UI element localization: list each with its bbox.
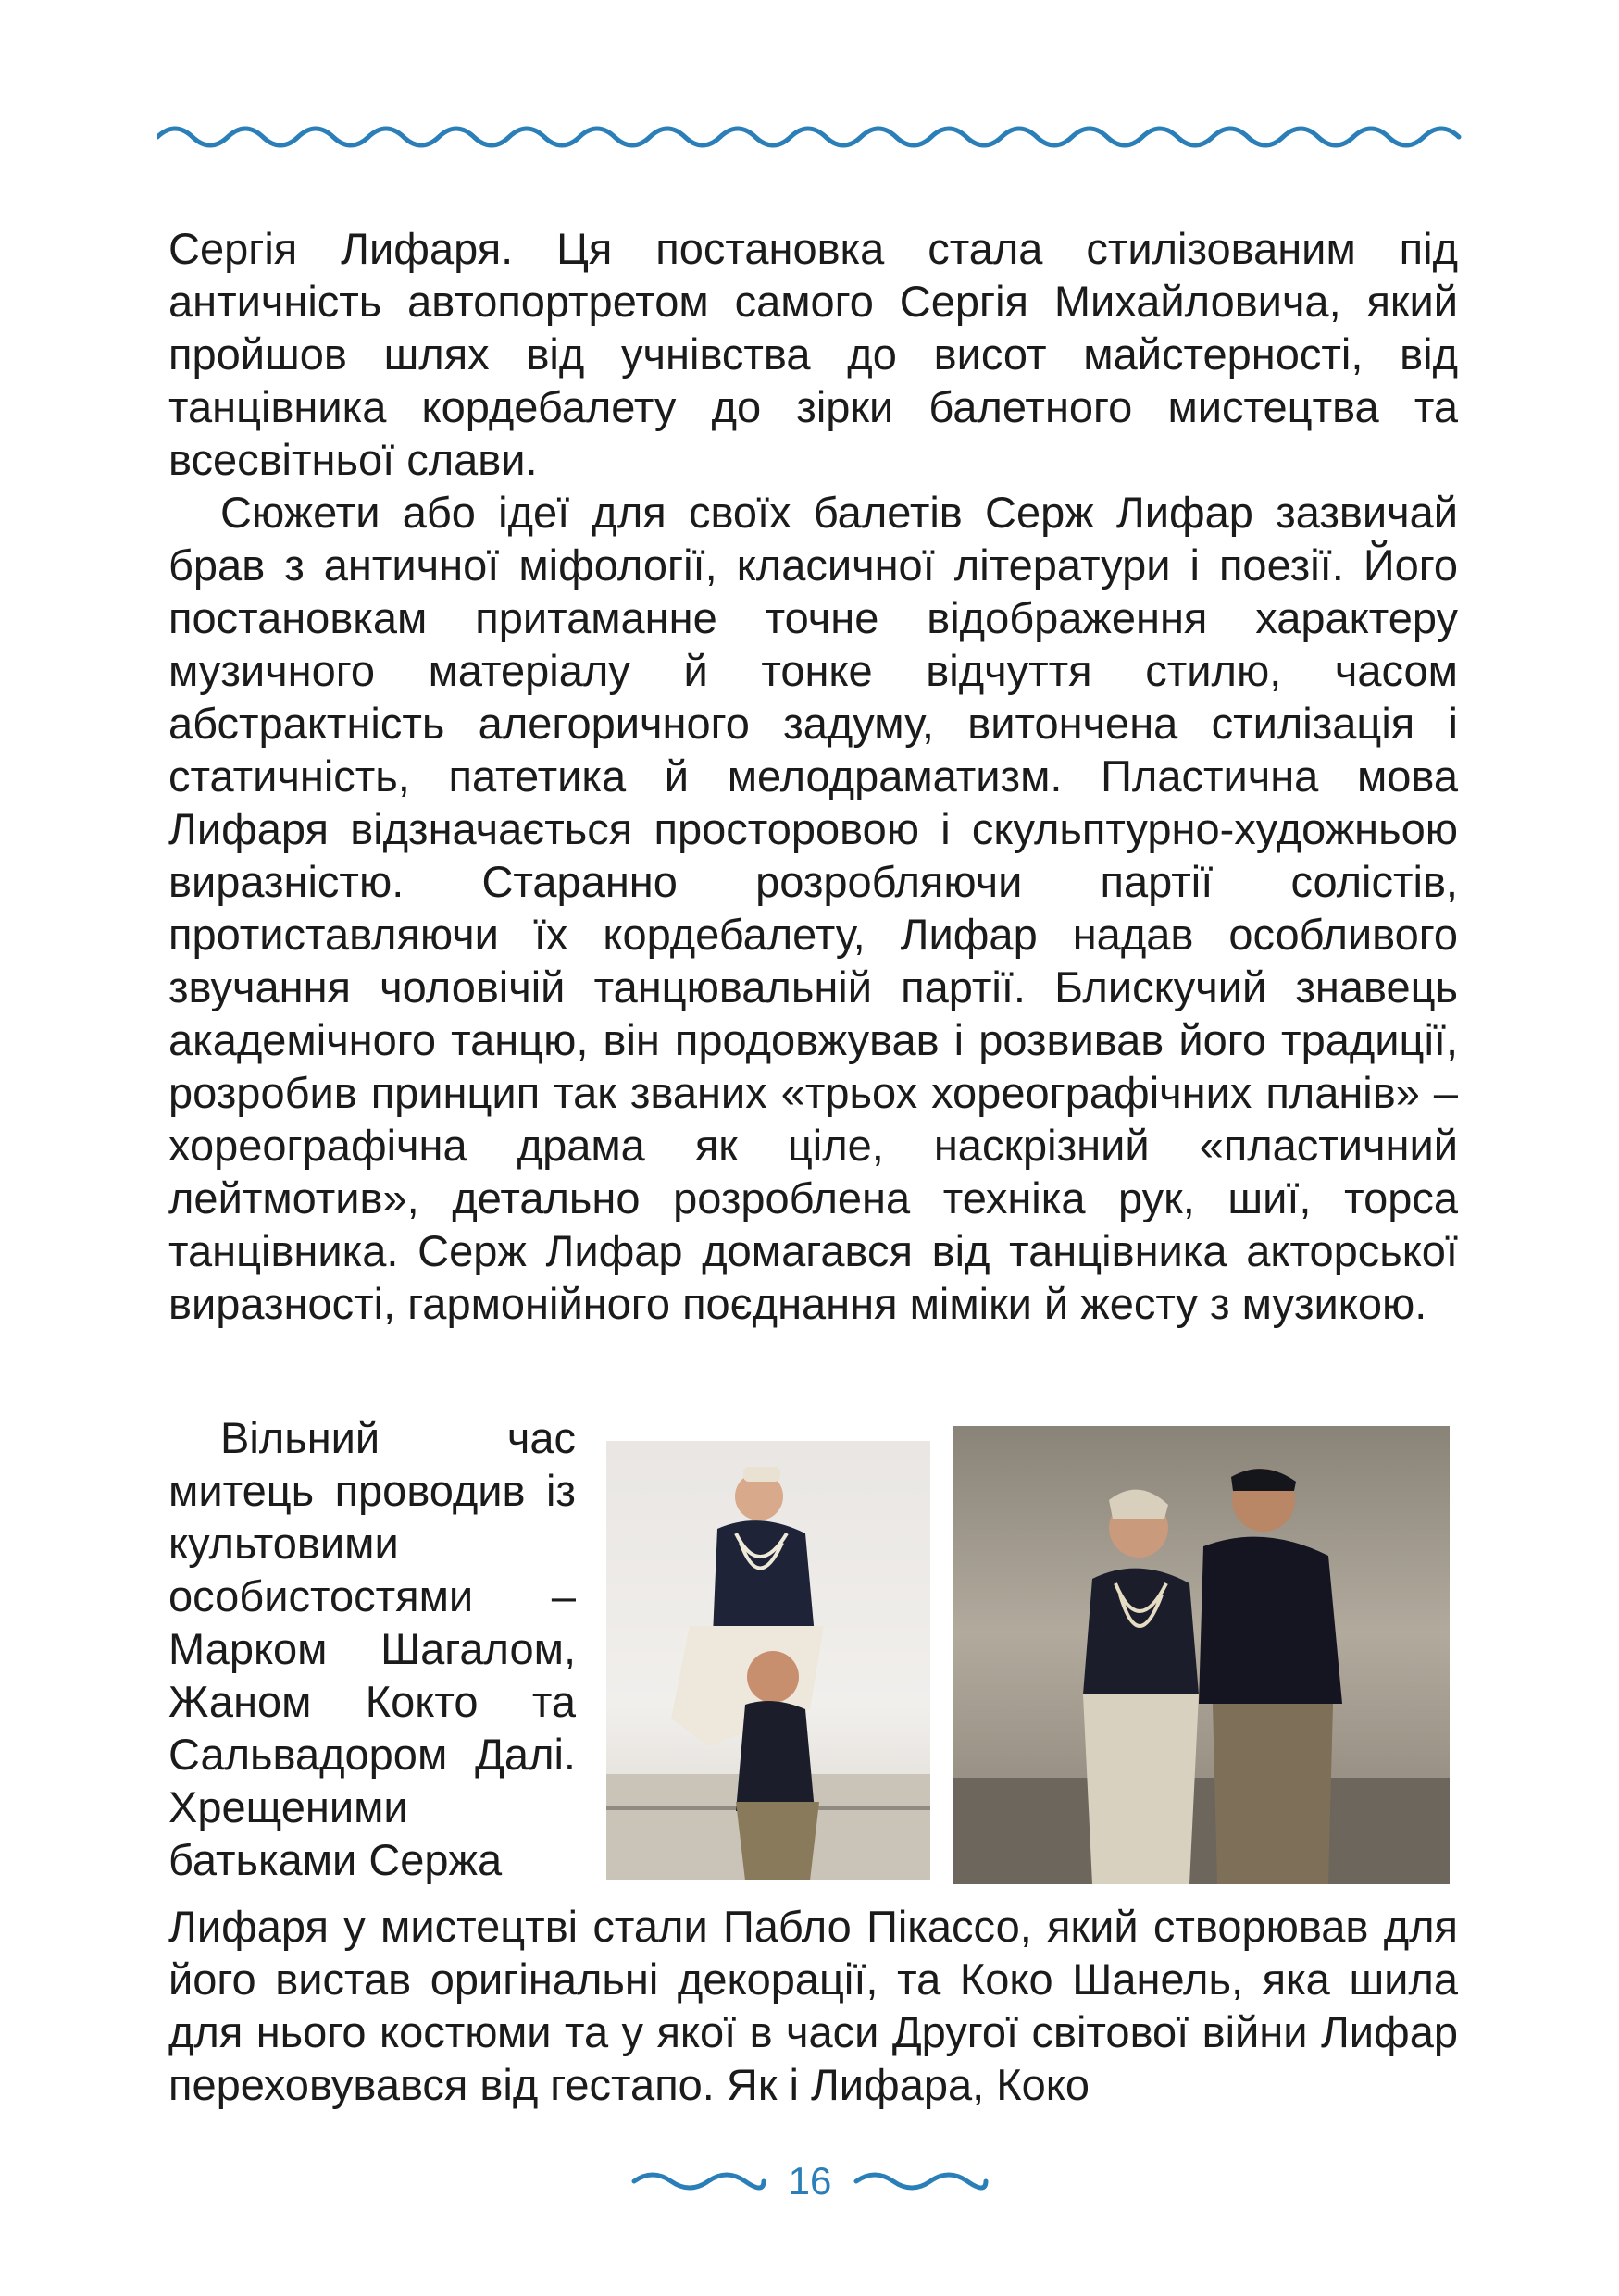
paragraph-2: Сюжети або ідеї для своїх балетів Серж Лифар зазвичай брав з античної міфології, класичної літератури і поезії. Його постановкам притаманне точне відображення характеру музичного матеріалу й тонке відчуття стилю, часом абстрактність алегоричного задуму, витончена стилізація і статичність, патетика й мелодраматизм. Пластична мова Лифаря відзначається просторовою і скульптурно-художньою виразністю. Старанно розробляючи партії солістів, протиставляючи їх кордебалету, Лифар надав особливого звучання чоловічій танцювальній партії. Блискучий знавець академічного танцю, він продовжував і розвивав його традиції, розробив принцип так званих «трьох хореографічних планів» – хореографічна драма як ціле, наскрізний «пластичний лейтмотив», детально розроблена техніка рук, шиї, торса танцівника. Серж Лифар домагався від танцівника акторської виразності, гармонійного поєднання міміки й жесту з музикою. <box>168 488 1458 1328</box>
decorative-wave-top <box>157 118 1463 155</box>
main-text-bottom <box>168 1900 1458 2111</box>
photo-2-illustration <box>953 1426 1450 1884</box>
photo-1-illustration <box>606 1441 930 1880</box>
page-number: 16 <box>788 2159 832 2203</box>
page-footer <box>629 2152 990 2216</box>
paragraph-1: Сергія Лифаря. Ця постановка стала стилізованим під античність автопортретом самого Сергія Михайловича, який пройшов шлях від учнівства до висот майстерності, від танцівника кордебалету до зірки балетного мистецтва та всесвітньої слави. <box>168 224 1458 484</box>
photo-lifar-carrying-chanel <box>606 1441 930 1880</box>
side-text <box>168 1411 576 1886</box>
photo-lifar-and-chanel-walking <box>953 1426 1450 1884</box>
paragraph-3-rest: Лифаря у мистецтві стали Пабло Пікассо, який створював для його вистав оригінальні декорації, та Коко Шанель, яка шила для нього костюми та у якої в часи Другої світової війни Лифар переховувався від гестапо. Як і Лифара, Коко <box>168 1902 1458 2109</box>
main-text-top <box>168 222 1458 1330</box>
paragraph-3-side: Вільний час митець проводив із культовими особистостями – Марком Шагалом, Жаном Кокто та Сальвадором Далі. Хрещеними батьками Сержа <box>168 1413 576 1884</box>
